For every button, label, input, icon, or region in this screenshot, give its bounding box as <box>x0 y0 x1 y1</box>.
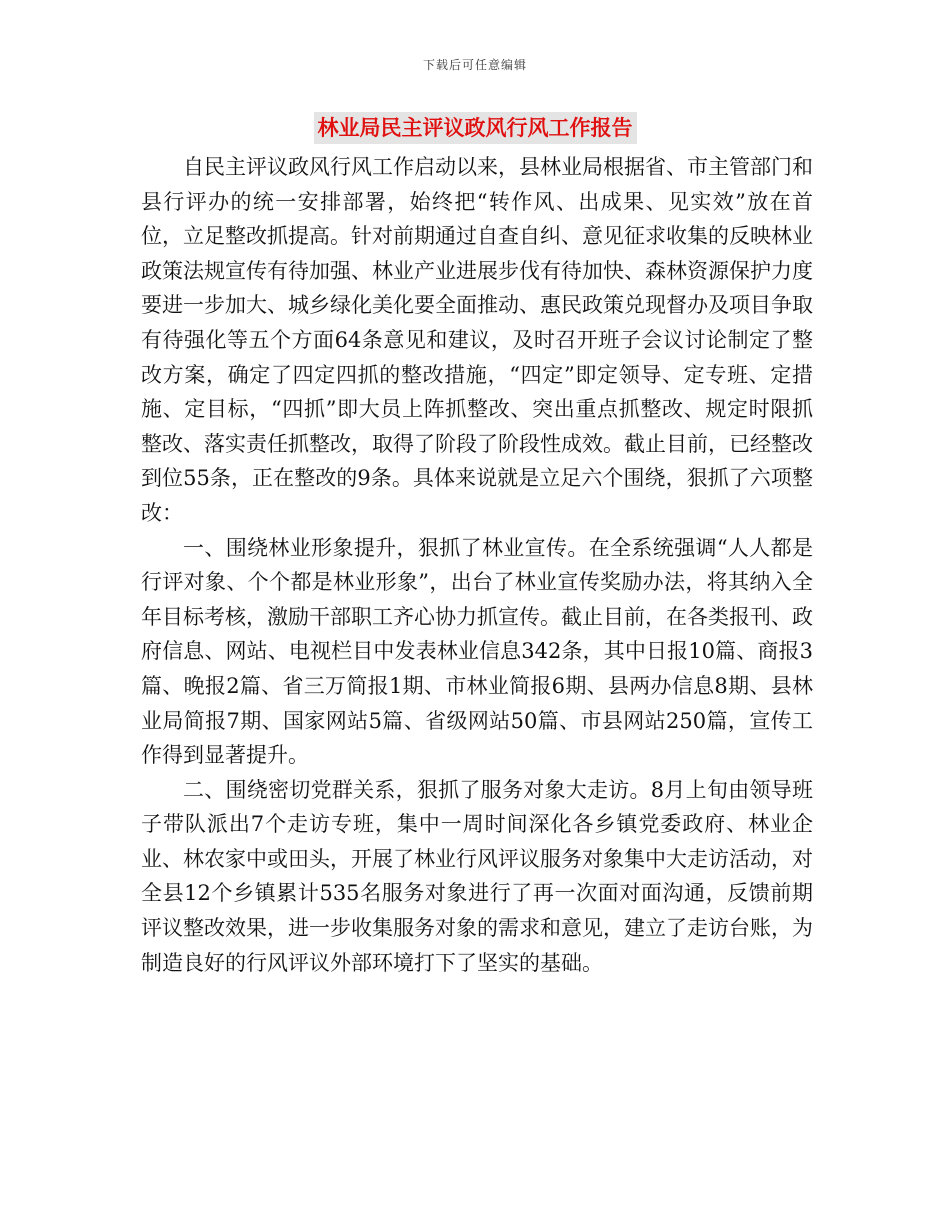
document-body <box>141 150 813 980</box>
header-note: 下载后可任意编辑 <box>422 58 527 72</box>
paragraph-section-1: 一、围绕林业形象提升，狠抓了林业宣传。在全系统强调“人人都是行评对象、个个都是林业形象”，出台了林业宣传奖励办法，将其纳入全年目标考核，激励干部职工齐心协力抓宣传。截止目前，在各类报刊、政府信息、网站、电视栏目中发表林业信息342条，其中日报10篇、商报3篇、晚报2篇、省三万简报1期、市林业简报6期、县两办信息8期、县林业局简报7期、国家网站5篇、省级网站50篇、市县网站250篇，宣传工作得到显著提升。 <box>141 535 813 768</box>
paragraph-intro: 自民主评议政风行风工作启动以来，县林业局根据省、市主管部门和县行评办的统一安排部署，始终把“转作风、出成果、见实效”放在首位，立足整改抓提高。针对前期通过自查自纠、意见征求收集的反映林业政策法规宣传有待加强、林业产业进展步伐有待加快、森林资源保护力度要进一步加大、城乡绿化美化要全面推动、惠民政策兑现督办及项目争取有待强化等五个方面64条意见和建议，及时召开班子会议讨论制定了整改方案，确定了四定四抓的整改措施，“四定”即定领导、定专班、定措施、定目标，“四抓”即大员上阵抓整改、突出重点抓整改、规定时限抓整改、落实责任抓整改，取得了阶段了阶段性成效。截止目前，已经整改到位55条，正在整改的9条。具体来说就是立足六个围绕，狠抓了六项整改： <box>141 155 813 525</box>
paragraph-section-2: 二、围绕密切党群关系，狠抓了服务对象大走访。8月上旬由领导班子带队派出7个走访专班，集中一周时间深化各乡镇党委政府、林业企业、林农家中或田头，开展了林业行风评议服务对象集中大走访活动，对全县12个乡镇累计535名服务对象进行了再一次面对面沟通，反馈前期评议整改效果，进一步收集服务对象的需求和意见，建立了走访台账，为制造良好的行风评议外部环境打下了坚实的基础。 <box>141 777 813 975</box>
document-title: 林业局民主评议政风行风工作报告 <box>314 112 637 144</box>
title-wrap <box>0 112 950 144</box>
